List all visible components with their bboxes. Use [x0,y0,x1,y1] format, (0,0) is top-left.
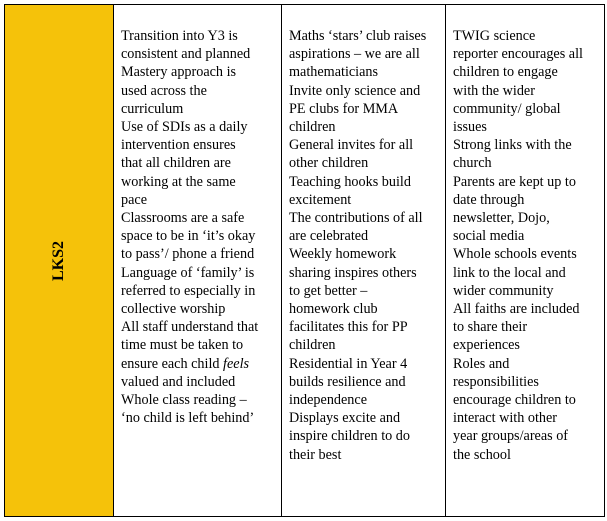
text-segment: Whole schools events [453,246,577,263]
text-line [453,154,600,172]
text-line [289,209,441,227]
text-segment: wider community [453,282,554,299]
text-segment: other children [289,155,369,172]
strategy-table [4,4,605,517]
text-line [453,173,600,191]
text-line [453,63,600,81]
text-line [289,136,441,154]
text-line [453,227,600,245]
text-segment: Parents are kept up to [453,173,576,190]
text-segment: Use of SDIs as a daily [121,119,248,136]
text-segment: pace [121,191,147,208]
text-segment: newsletter, Dojo, [453,210,550,227]
cell-text [114,5,281,427]
text-segment: to share their [453,319,528,336]
text-line [453,191,600,209]
cell-text [282,5,445,464]
text-segment: Weekly homework [289,246,397,263]
text-segment: encourage children to [453,392,576,409]
text-line [289,409,441,427]
text-segment: intervention ensures [121,137,236,154]
text-line [453,82,600,100]
text-segment: to get better – [289,282,368,299]
text-line [121,373,277,391]
text-line [121,63,277,81]
text-line [289,154,441,172]
text-segment: Maths ‘stars’ club raises [289,28,427,44]
text-segment: used across the [121,82,207,99]
text-segment: to pass’/ phone a friend [121,246,255,263]
text-segment: year groups/areas of [453,428,569,445]
text-segment: inspire children to do [289,428,410,445]
text-segment: children to engage [453,64,558,81]
text-line [453,336,600,354]
text-segment: Transition into Y3 is [121,28,238,44]
text-line [289,45,441,63]
text-segment: ensure each child [121,355,224,372]
text-segment: children [289,119,336,136]
text-line [453,118,600,136]
text-line [121,245,277,263]
text-line [289,373,441,391]
text-segment: valued and included [121,373,236,390]
text-line [453,427,600,445]
text-line [121,45,277,63]
text-segment: homework club [289,301,378,318]
text-segment: mathematicians [289,64,379,81]
text-line [453,245,600,263]
text-segment: excitement [289,191,352,208]
text-segment: the school [453,446,511,463]
text-segment: date through [453,191,525,208]
text-segment: ‘no child is left behind’ [121,410,255,427]
text-segment: that all children are [121,155,231,172]
text-line [453,264,600,282]
text-line [289,318,441,336]
text-line [453,100,600,118]
text-line [121,391,277,409]
text-segment: General invites for all [289,137,414,154]
text-line [121,209,277,227]
row-label: LKS2 [50,240,67,281]
text-segment: responsibilities [453,373,539,390]
text-segment: with the wider [453,82,535,99]
italic-text: feels [223,355,250,372]
text-segment: Mastery approach is [121,64,237,81]
text-line [453,45,600,63]
text-line [289,82,441,100]
text-line [289,336,441,354]
text-line [289,63,441,81]
text-segment: consistent and planned [121,46,251,63]
text-line [453,27,600,45]
text-segment: link to the local and [453,264,566,281]
text-line [289,227,441,245]
table-cell [282,5,446,516]
text-line [121,154,277,172]
table-cell [446,5,604,516]
text-line [121,227,277,245]
text-line [453,391,600,409]
text-line [289,245,441,263]
text-line [121,136,277,154]
text-segment: Whole class reading – [121,392,247,409]
text-line [289,118,441,136]
text-segment: Residential in Year 4 [289,355,408,372]
text-segment: Displays excite and [289,410,401,427]
text-line [121,355,277,373]
text-segment: All staff understand that [121,319,259,336]
text-line [121,100,277,118]
text-segment: independence [289,392,367,409]
text-segment: Roles and [453,355,510,372]
text-line [289,427,441,445]
text-line [289,100,441,118]
text-line [453,373,600,391]
text-line [121,82,277,100]
text-line [453,355,600,373]
text-line [121,27,277,45]
text-line [121,191,277,209]
text-segment: collective worship [121,301,226,318]
text-segment: working at the same [121,173,236,190]
text-line [289,446,441,464]
text-segment: interact with other [453,410,558,427]
text-segment: are celebrated [289,228,369,245]
text-segment: reporter encourages all [453,46,583,63]
text-segment: community/ global [453,100,561,117]
text-segment: TWIG science [453,28,536,44]
text-segment: Teaching hooks build [289,173,411,190]
text-segment: space to be in ‘it’s okay [121,228,256,245]
text-segment: facilitates this for PP [289,319,408,336]
text-line [289,355,441,373]
text-segment: Invite only science and [289,82,421,99]
text-segment: The contributions of all [289,210,423,227]
table-cell [114,5,282,516]
text-segment: builds resilience and [289,373,406,390]
cell-text [446,5,604,464]
text-segment: social media [453,228,525,245]
text-segment: Strong links with the [453,137,572,154]
text-segment: experiences [453,337,520,354]
text-line [289,391,441,409]
text-line [289,191,441,209]
text-line [121,318,277,336]
text-segment: their best [289,446,342,463]
text-line [121,118,277,136]
text-line [121,173,277,191]
text-line [453,282,600,300]
row-header-cell [5,5,114,516]
text-segment: children [289,337,336,354]
text-line [453,136,600,154]
text-line [289,300,441,318]
text-segment: Language of ‘family’ is [121,264,255,281]
text-line [453,209,600,227]
text-line [289,173,441,191]
text-line [289,27,441,45]
text-segment: aspirations – we are all [289,46,420,63]
text-segment: curriculum [121,100,184,117]
text-segment: time must be taken to [121,337,244,354]
text-segment: issues [453,119,487,136]
text-line [453,446,600,464]
text-line [289,264,441,282]
text-line [453,409,600,427]
text-line [289,282,441,300]
text-line [121,300,277,318]
text-segment: Classrooms are a safe [121,210,245,227]
text-segment: All faiths are included [453,301,580,318]
text-segment: sharing inspires others [289,264,417,281]
text-segment: PE clubs for MMA [289,100,399,117]
text-segment: church [453,155,492,172]
text-line [121,336,277,354]
text-line [453,318,600,336]
text-line [121,409,277,427]
text-line [121,264,277,282]
text-line [121,282,277,300]
text-segment: referred to especially in [121,282,256,299]
text-line [453,300,600,318]
